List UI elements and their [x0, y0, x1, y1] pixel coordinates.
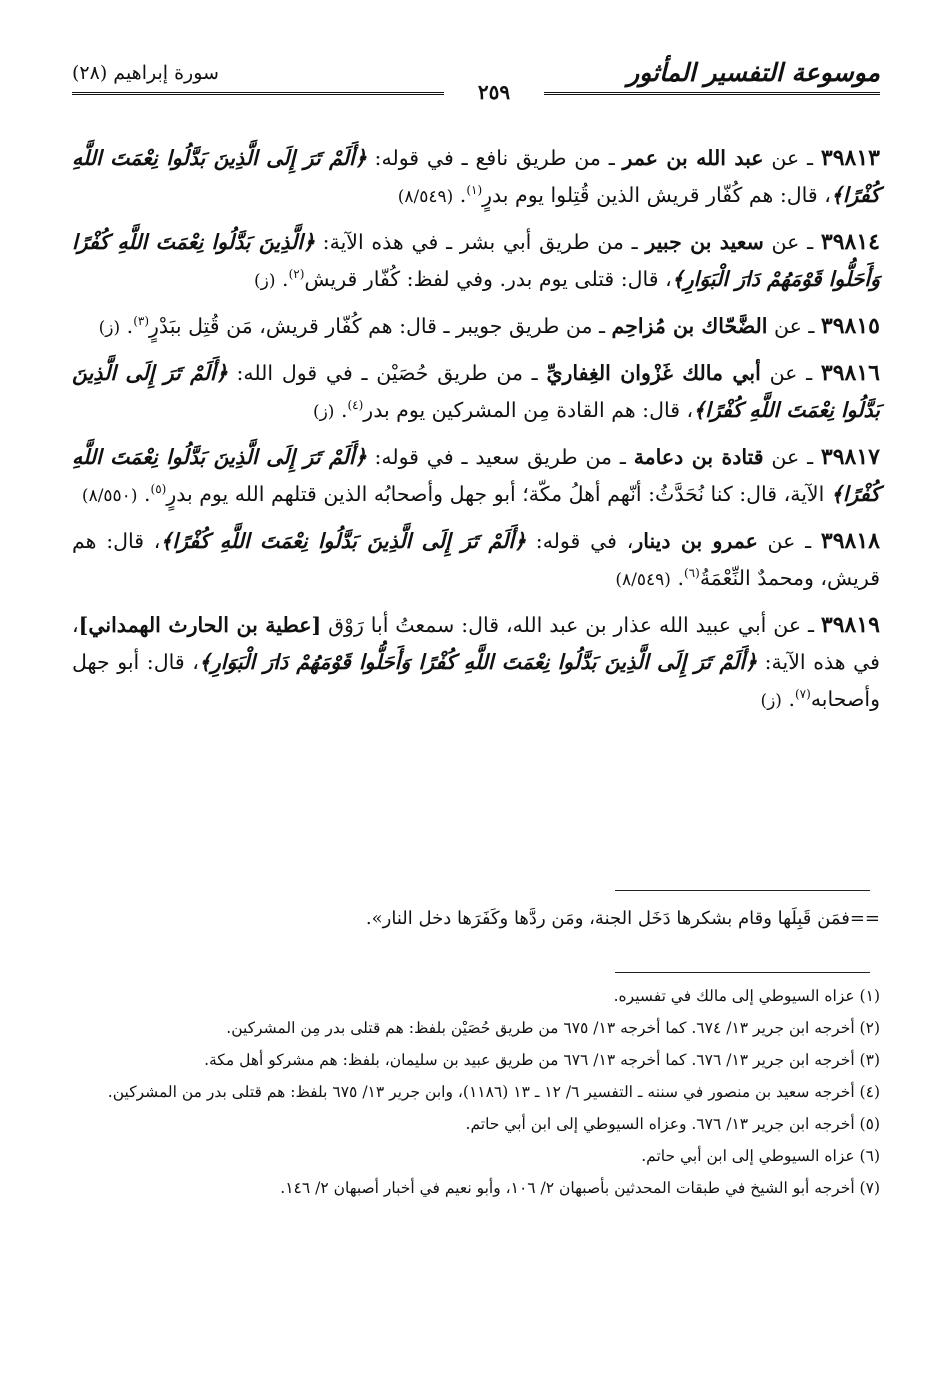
footnote: (٢) أخرجه ابن جرير ١٣/ ٦٧٤. كما أخرجه ١٣/ ٦٧٥ من طريق حُصَيْن بلفظ: هم قتلى بدر مِن المشركين.	[226, 1019, 880, 1037]
quran-quote: ﴿أَلَمْ تَرَ إِلَى الَّذِينَ بَدَّلُوا نِعْمَتَ اللَّهِ كُفْرًا﴾	[72, 361, 880, 422]
narrator-name: الضَّحّاك بن مُزاحِم	[611, 314, 768, 338]
text-run: ـ من طريق نافع ـ في قوله:	[366, 146, 623, 170]
footnote: (٤) أخرجه سعيد بن منصور في سننه ـ التفسير ٦/ ١٢ ـ ١٣ (١١٨٦)، وابن جرير ١٣/ ٦٧٥ بلفظ: هم قتلى بدر من المشركين.	[107, 1083, 880, 1101]
narrator-name: [عطية بن الحارث الهمداني]	[78, 613, 322, 637]
text-run: .	[781, 687, 795, 711]
cross-reference: (٨/٥٥٠)	[81, 486, 138, 506]
cross-reference: (٨/٥٤٩)	[615, 570, 671, 590]
book-title: موسوعة التفسير المأثور	[627, 58, 880, 87]
text-run: ـ عن أبي عبيد الله عذار بن عبد الله، قال: سمعتُ أبا رَوْق	[321, 613, 821, 637]
page-number: ٢٥٩	[444, 80, 544, 104]
narration-body	[72, 146, 880, 207]
narration-entry	[72, 439, 880, 515]
footnote: (٦) عزاه السيوطي إلى ابن أبي حاتم.	[641, 1147, 880, 1165]
footnote-ref: (١)	[466, 183, 483, 198]
quran-quote: ﴿أَلَمْ تَرَ إِلَى الَّذِينَ بَدَّلُوا نِعْمَتَ اللَّهِ كُفْرًا﴾	[72, 146, 880, 207]
text-run: ـ من طريق حُصَيْن ـ في قول الله:	[227, 361, 547, 385]
text-run: ، في قوله:	[526, 529, 634, 553]
narrator-name: قتادة بن دعامة	[633, 445, 764, 469]
footnote-ref: (٧)	[794, 687, 811, 702]
text-run: .	[453, 183, 467, 207]
text-run: ـ عن	[763, 146, 821, 170]
continuation-rule	[615, 890, 870, 891]
footnote-ref: (٤)	[347, 398, 364, 413]
narration-number: ٣٩٨١٤	[820, 229, 880, 255]
narration-body	[72, 613, 880, 711]
footnote: (٣) أخرجه ابن جرير ١٣/ ٦٧٦. كما أخرجه ١٣/ ٦٧٦ من طريق عبيد بن سليمان، بلفظ: هم مشركو أهل مكة.	[204, 1051, 880, 1069]
text-run: ـ عن	[763, 445, 821, 469]
narrator-name: سعيد بن جبير	[645, 230, 764, 254]
narration-entry	[72, 224, 880, 300]
narration-body	[72, 445, 880, 506]
footnote-ref: (٣)	[133, 314, 150, 329]
text-run: .	[275, 267, 289, 291]
footnote-rule	[615, 972, 870, 973]
text-run: .	[137, 482, 151, 506]
narration-body	[72, 529, 880, 590]
footnote-ref: (٢)	[288, 267, 305, 282]
text-run: ـ من طريق أبي بشر ـ في هذه الآية:	[314, 230, 646, 254]
narration-number: ٣٩٨١٧	[820, 444, 880, 470]
continued-footnote: ==فمَن قَبِلَها وقام بشكرها دَخَل الجنة، ومَن ردَّها وكَفَرَها دخل النار».	[365, 908, 880, 929]
footnote-ref: (٥)	[150, 482, 167, 497]
cross-reference: (٨/٥٤٩)	[397, 187, 454, 207]
text-run: ـ عن	[763, 230, 821, 254]
cross-reference: (ز)	[98, 318, 121, 338]
narration-body	[99, 314, 821, 338]
text-run: ، قال: هم قريش، ومحمدٌ النِّعْمَةُ	[72, 529, 880, 590]
narration-body	[72, 230, 880, 291]
narration-body	[72, 361, 880, 422]
narrator-name: عبد الله بن عمر	[622, 146, 764, 170]
narration-entry	[72, 355, 880, 431]
narration-entry	[72, 523, 880, 599]
surah-title: سورة إبراهيم (٢٨)	[72, 62, 219, 84]
narration-entry	[72, 140, 880, 216]
text-run: ، قال: هم كُفّار قريش الذين قُتِلوا يوم بدرٍ	[482, 183, 831, 207]
narration-number: ٣٩٨١٨	[820, 528, 880, 554]
text-run: ، قال: هم القادة مِن المشركين يوم بدر	[363, 398, 694, 422]
quran-quote: ﴿الَّذِينَ بَدَّلُوا نِعْمَتَ اللَّهِ كُفْرًا وَأَحَلُّوا قَوْمَهُمْ دَارَ الْبَوَارِ﴾	[72, 230, 880, 291]
narration-number: ٣٩٨١٣	[820, 145, 880, 171]
footnote: (٧) أخرجه أبو الشيخ في طبقات المحدثين بأصبهان ٢/ ١٠٦، وأبو نعيم في أخبار أصبهان ٢/ ١٤٦.	[280, 1179, 880, 1197]
narration-number: ٣٩٨١٥	[820, 313, 880, 339]
text-run: ـ عن	[767, 314, 821, 338]
footnote: (١) عزاه السيوطي إلى مالك في تفسيره.	[613, 987, 880, 1005]
quran-quote: ﴿أَلَمْ تَرَ إِلَى الَّذِينَ بَدَّلُوا نِعْمَتَ اللَّهِ كُفْرًا وَأَحَلُّوا قَوْمَهُمْ دَارَ الْبَوَارِ﴾	[198, 650, 758, 674]
narration-number: ٣٩٨١٦	[820, 360, 880, 386]
text-run: ـ عن	[757, 529, 821, 553]
text-run: ـ عن	[760, 361, 821, 385]
cross-reference: (ز)	[254, 271, 276, 291]
footnotes	[72, 982, 880, 1206]
text-run: .	[670, 566, 684, 590]
cross-reference: (ز)	[312, 402, 335, 422]
narration-entry	[72, 607, 880, 720]
text-run: ، في هذه الآية:	[72, 613, 880, 674]
quran-quote: ﴿أَلَمْ تَرَ إِلَى الَّذِينَ بَدَّلُوا نِعْمَتَ اللَّهِ كُفْرًا﴾	[72, 445, 880, 506]
page-header	[72, 58, 880, 104]
footnote-ref: (٦)	[683, 566, 700, 581]
text-run: ـ من طريق جويبر ـ قال: هم كُفّار قريش، مَن قُتِل ببَدْرٍ	[149, 314, 612, 338]
text-run: ، قال: أبو جهل وأصحابه	[72, 650, 880, 711]
quran-quote: ﴿أَلَمْ تَرَ إِلَى الَّذِينَ بَدَّلُوا نِعْمَتَ اللَّهِ كُفْرًا﴾	[160, 529, 527, 553]
narrator-name: عمرو بن دينار	[633, 529, 758, 553]
text-run: .	[334, 398, 348, 422]
narration-entry	[72, 308, 880, 347]
narrator-name: أبي مالك غَزْوان الغِفاريِّ	[546, 361, 761, 385]
text-run: ، قال: قتلى يوم بدر. وفي لفظ: كُفّار قريش	[304, 267, 672, 291]
text-run: .	[120, 314, 134, 338]
narration-number: ٣٩٨١٩	[820, 612, 880, 638]
text-run: الآية، قال: كنا نُحَدَّثُ: أنّهم أهلُ مكّة؛ أبو جهل وأصحابُه الذين قتلهم الله يوم بدرٍ	[166, 482, 831, 506]
text-run: ـ من طريق سعيد ـ في قوله:	[366, 445, 634, 469]
footnote: (٥) أخرجه ابن جرير ١٣/ ٦٧٦. وعزاه السيوطي إلى ابن أبي حاتم.	[465, 1115, 880, 1133]
cross-reference: (ز)	[760, 691, 782, 711]
main-text	[72, 140, 880, 728]
